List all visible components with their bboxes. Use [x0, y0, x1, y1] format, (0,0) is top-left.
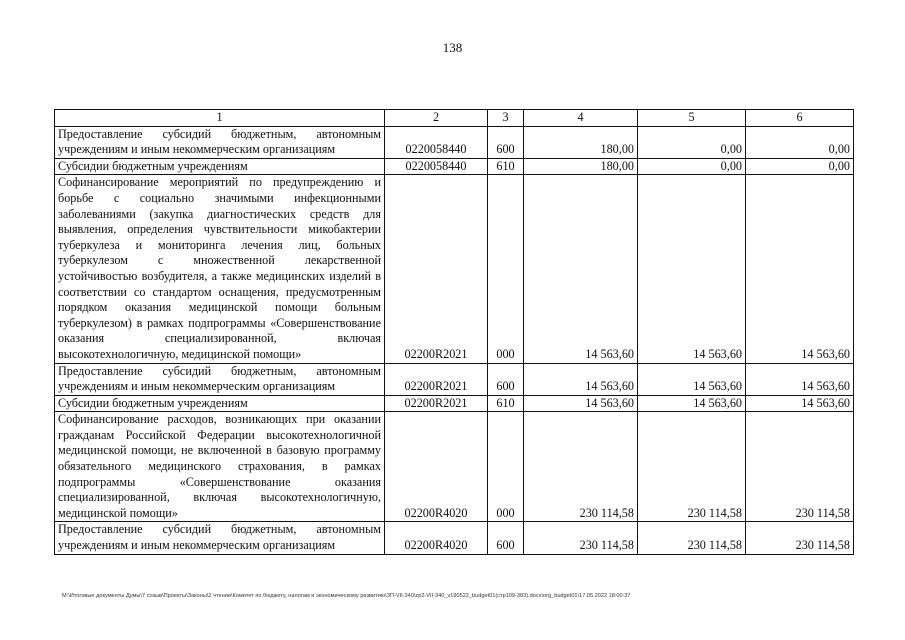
row-expense-type: 610 — [488, 395, 524, 412]
header-cell: 4 — [524, 110, 638, 127]
row-description: Субсидии бюджетным учреждениям — [55, 158, 385, 175]
row-value-col5: 14 563,60 — [638, 395, 746, 412]
row-description: Предоставление субсидий бюджетным, автономным учреждениям и иным некоммерческим организациям — [55, 522, 385, 554]
table-row — [55, 395, 854, 412]
row-description: Софинансирование расходов, возникающих при оказании гражданам Российской Федерации высокотехнологичной медицинской помощи, не включенной в базовую программу обязательного медицинского страхования, в рамках подпрограммы «Совершенствование оказания специализированной, включая высокотехнологичную, медицинской помощи» — [55, 412, 385, 522]
table-row — [55, 522, 854, 554]
row-code: 02200R2021 — [385, 175, 488, 363]
page-number: 138 — [442, 40, 463, 55]
table-row — [55, 412, 854, 522]
row-value-col6: 14 563,60 — [746, 363, 854, 395]
row-expense-type: 610 — [488, 158, 524, 175]
row-value-col4: 14 563,60 — [524, 395, 638, 412]
row-code: 02200R2021 — [385, 395, 488, 412]
table-row — [55, 363, 854, 395]
budget-table — [54, 109, 854, 555]
row-expense-type: 000 — [488, 175, 524, 363]
row-value-col4: 230 114,58 — [524, 412, 638, 522]
row-code: 0220058440 — [385, 126, 488, 158]
row-expense-type: 600 — [488, 126, 524, 158]
row-value-col4: 230 114,58 — [524, 522, 638, 554]
row-expense-type: 600 — [488, 522, 524, 554]
row-expense-type: 600 — [488, 363, 524, 395]
row-value-col6: 0,00 — [746, 158, 854, 175]
row-description: Софинансирование мероприятий по предупреждению и борьбе с социально значимыми инфекционными заболеваниями (закупка диагностических средств для выявления, определения чувствительности микобактерии туберкулеза и мониторинга лечения лиц, больных туберкулезом с множественной лекарственной устойчивостью возбудителя, а также медицинских изделий в соответствии со стандартом оснащения, предусмотренным порядком оказания медицинской помощи больным туберкулезом) в рамках подпрограммы «Совершенствование оказания специализированной, включая высокотехнологичную, медицинской помощи» — [55, 175, 385, 363]
row-code: 0220058440 — [385, 158, 488, 175]
header-cell: 1 — [55, 110, 385, 127]
row-description: Субсидии бюджетным учреждениям — [55, 395, 385, 412]
row-value-col5: 14 563,60 — [638, 363, 746, 395]
header-cell: 2 — [385, 110, 488, 127]
row-value-col5: 0,00 — [638, 126, 746, 158]
table-row — [55, 158, 854, 175]
row-value-col4: 180,00 — [524, 158, 638, 175]
row-code: 02200R4020 — [385, 412, 488, 522]
row-value-col6: 0,00 — [746, 126, 854, 158]
document-file-path: M:\Итоговые документы Думы\7 созыв\Проекты\Законы\2 чтение\Комитет по бюджету, налогам и экономическому развитию\ЗП-VII-340\zp2-VII-340_v190522_budget01(стр109-383).docx\org_budget01\17.05.2022 18:00:37 — [62, 593, 631, 599]
row-value-col5: 230 114,58 — [638, 412, 746, 522]
row-value-col6: 230 114,58 — [746, 522, 854, 554]
header-cell: 3 — [488, 110, 524, 127]
row-description: Предоставление субсидий бюджетным, автономным учреждениям и иным некоммерческим организациям — [55, 363, 385, 395]
row-value-col4: 14 563,60 — [524, 175, 638, 363]
row-value-col5: 0,00 — [638, 158, 746, 175]
row-value-col4: 180,00 — [524, 126, 638, 158]
table-row — [55, 126, 854, 158]
header-cell: 5 — [638, 110, 746, 127]
row-code: 02200R2021 — [385, 363, 488, 395]
row-description: Предоставление субсидий бюджетным, автономным учреждениям и иным некоммерческим организациям — [55, 126, 385, 158]
row-code: 02200R4020 — [385, 522, 488, 554]
table-header-row — [55, 110, 854, 127]
row-expense-type: 000 — [488, 412, 524, 522]
row-value-col4: 14 563,60 — [524, 363, 638, 395]
row-value-col6: 14 563,60 — [746, 175, 854, 363]
row-value-col6: 230 114,58 — [746, 412, 854, 522]
row-value-col5: 230 114,58 — [638, 522, 746, 554]
row-value-col6: 14 563,60 — [746, 395, 854, 412]
table-row — [55, 175, 854, 363]
header-cell: 6 — [746, 110, 854, 127]
row-value-col5: 14 563,60 — [638, 175, 746, 363]
